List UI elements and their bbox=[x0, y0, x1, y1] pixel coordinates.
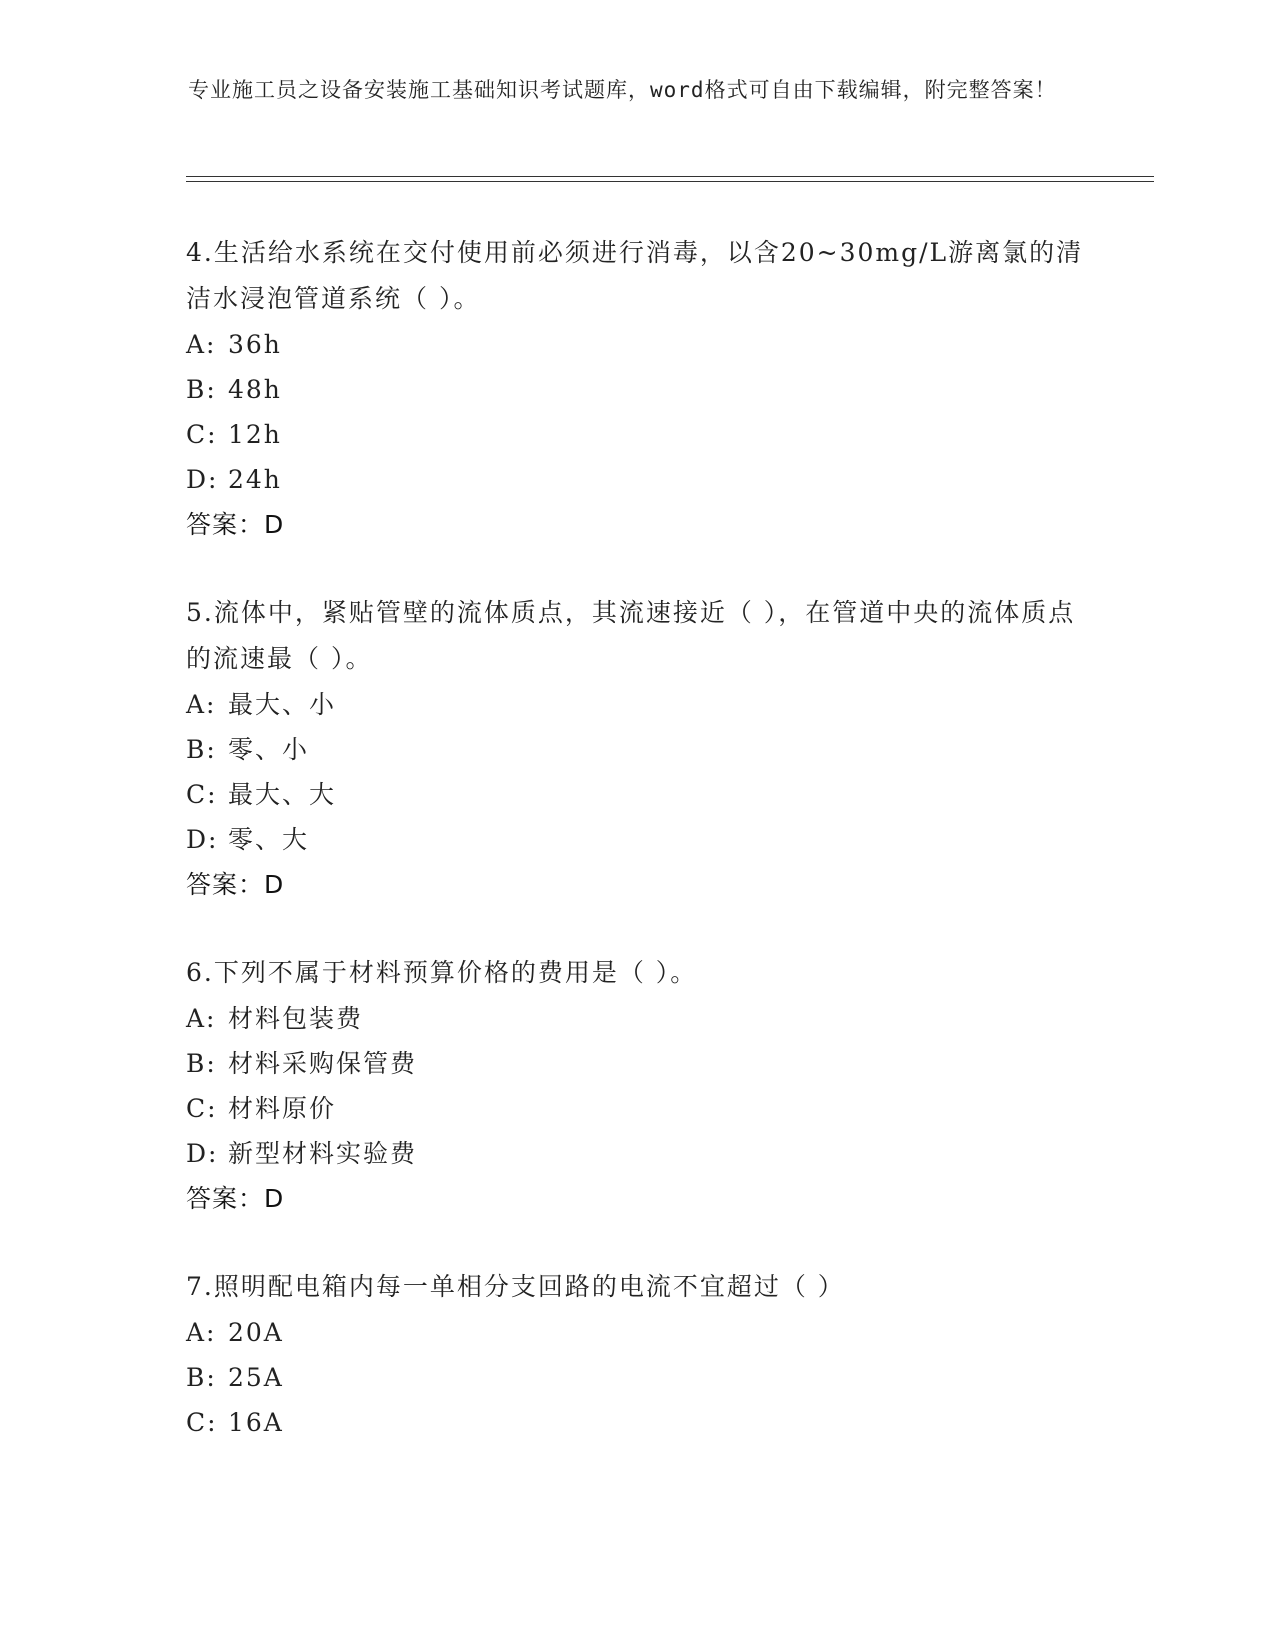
option-key: A: bbox=[186, 1004, 217, 1033]
answer-line: 答案：D bbox=[186, 870, 285, 899]
option-text: 36h bbox=[228, 330, 282, 359]
option-c bbox=[186, 1086, 1086, 1131]
option-text: 24h bbox=[228, 465, 282, 494]
option-key: D: bbox=[186, 825, 219, 854]
option-text: 20A bbox=[228, 1318, 284, 1347]
option-text: 材料采购保管费 bbox=[228, 1049, 418, 1078]
option-b bbox=[186, 367, 1086, 412]
option-a bbox=[186, 996, 1086, 1041]
option-text: 16A bbox=[228, 1408, 284, 1437]
header-divider-top bbox=[186, 176, 1154, 177]
option-key: C: bbox=[186, 1094, 218, 1123]
header-divider-bottom bbox=[186, 181, 1154, 182]
question-item bbox=[186, 590, 1086, 908]
document-header: 专业施工员之设备安装施工基础知识考试题库，word格式可自由下载编辑，附完整答案！ bbox=[188, 78, 1057, 102]
option-a bbox=[186, 682, 1086, 727]
question-item bbox=[186, 1264, 1086, 1445]
option-text: 材料包装费 bbox=[228, 1004, 364, 1033]
option-key: B: bbox=[186, 375, 217, 404]
option-c bbox=[186, 1400, 1086, 1445]
option-key: C: bbox=[186, 1408, 218, 1437]
option-b bbox=[186, 1355, 1086, 1400]
question-stem: 4.生活给水系统在交付使用前必须进行消毒，以含20~30mg/L游离氯的清洁水浸泡管道系统（ ）。 bbox=[186, 238, 1084, 313]
option-text: 零、小 bbox=[228, 735, 310, 764]
answer-line: 答案：D bbox=[186, 510, 285, 539]
option-text: 48h bbox=[228, 375, 282, 404]
option-key: C: bbox=[186, 780, 218, 809]
option-key: C: bbox=[186, 420, 218, 449]
option-d bbox=[186, 817, 1086, 862]
option-text: 新型材料实验费 bbox=[228, 1139, 418, 1168]
question-item bbox=[186, 950, 1086, 1222]
option-key: A: bbox=[186, 690, 217, 719]
option-d bbox=[186, 1131, 1086, 1176]
question-stem: 6.下列不属于材料预算价格的费用是（ ）。 bbox=[186, 958, 698, 987]
option-text: 25A bbox=[228, 1363, 284, 1392]
answer-line: 答案：D bbox=[186, 1184, 285, 1213]
option-key: D: bbox=[186, 465, 219, 494]
question-stem: 5.流体中，紧贴管壁的流体质点，其流速接近（ ），在管道中央的流体质点的流速最（ ）。 bbox=[186, 598, 1076, 673]
option-text: 最大、大 bbox=[228, 780, 337, 809]
option-key: B: bbox=[186, 735, 217, 764]
option-d bbox=[186, 457, 1086, 502]
option-a bbox=[186, 322, 1086, 367]
question-list bbox=[186, 230, 1086, 1487]
option-b bbox=[186, 727, 1086, 772]
option-a bbox=[186, 1310, 1086, 1355]
question-item bbox=[186, 230, 1086, 548]
option-text: 最大、小 bbox=[228, 690, 337, 719]
option-key: A: bbox=[186, 1318, 217, 1347]
option-key: B: bbox=[186, 1049, 217, 1078]
option-b bbox=[186, 1041, 1086, 1086]
option-c bbox=[186, 412, 1086, 457]
option-text: 12h bbox=[228, 420, 282, 449]
option-text: 零、大 bbox=[228, 825, 310, 854]
option-key: B: bbox=[186, 1363, 217, 1392]
question-stem: 7.照明配电箱内每一单相分支回路的电流不宜超过（ ） bbox=[186, 1272, 845, 1301]
option-c bbox=[186, 772, 1086, 817]
option-key: A: bbox=[186, 330, 217, 359]
option-key: D: bbox=[186, 1139, 219, 1168]
option-text: 材料原价 bbox=[228, 1094, 337, 1123]
